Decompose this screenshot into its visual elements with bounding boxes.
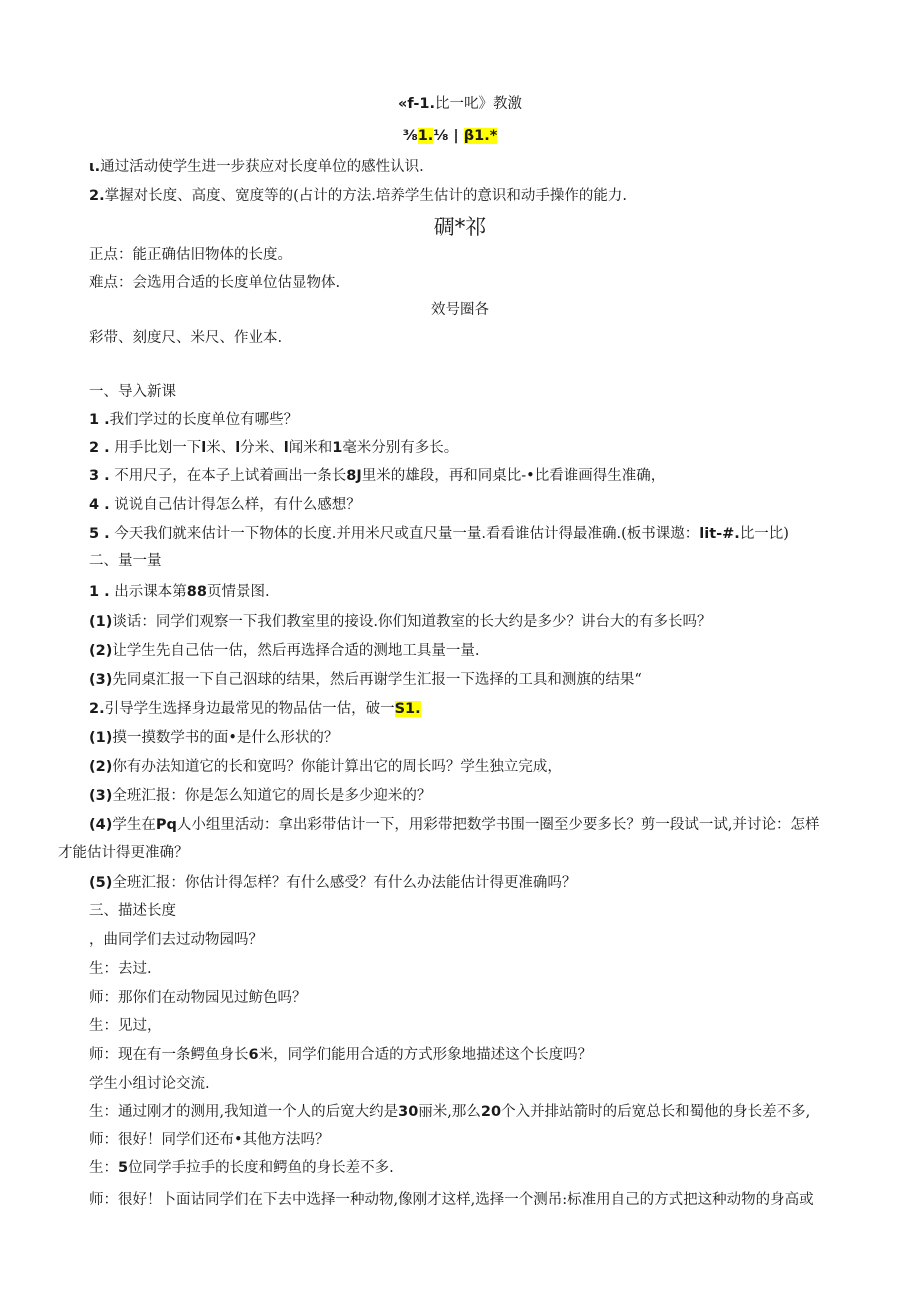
part2-item-1 <box>89 582 270 602</box>
part2-sub-7-continuation: 才能估计得更准确？ <box>58 845 189 861</box>
item-text: 页情景图. <box>206 584 270 600</box>
part1-item-2 <box>89 438 458 458</box>
item-text: 引导学生选择身边最常见的物品估一估，破一 <box>104 701 395 717</box>
item-text: 说说自己估计得怎么样，有什么感想？ <box>114 497 361 513</box>
part2-sub-2 <box>89 641 479 661</box>
item-text: 个入并排站箭时的后宽总长和蜀他的身长差不多, <box>501 1104 811 1120</box>
item-bold: 88 <box>186 584 207 600</box>
item-text: 生：通过刚才的测用,我知道一个人的后宽大约是 <box>89 1104 399 1120</box>
part3-heading: 三、描述长度 <box>89 903 176 919</box>
section-heading: 碉*祁 <box>433 215 487 239</box>
item-bold: 1 <box>332 440 343 456</box>
part3-line-6: 学生小组讨论交流. <box>89 1076 210 1092</box>
item-text: 全班汇报：你是怎么知道它的周长是多少迎米的？ <box>112 788 432 804</box>
item-text: 全班汇报：你估计得怎样？有什么感受？有什么办法能估计得更准确吗？ <box>112 875 577 891</box>
subtitle-part-a: ⅜ <box>402 128 418 144</box>
goal-2-text: 掌握对长度、高度、宽度等的(占计的方法.培养学生估计的意识和动手操作的能力. <box>104 188 627 204</box>
part1-heading: 一、导入新课 <box>89 384 176 400</box>
document-subtitle <box>0 126 910 146</box>
item-text: 今天我们就来估计一下物体的长度.并用米尺或直尺量一量.看看谁估计得最准确.(板书课遨： <box>114 526 700 542</box>
goal-1-text: 通过活动使学生进一步获应对长度单位的感性认识. <box>100 159 424 175</box>
item-text: 我们学过的长度单位有哪些？ <box>109 412 299 428</box>
goal-2 <box>89 186 627 206</box>
item-number: (3) <box>89 672 113 688</box>
item-bold: 8J <box>346 468 362 484</box>
item-text: 谈话：同学们观察一下我们教室里的接设.你们知道教室的长大约是多少？讲台大的有多长吗？ <box>112 614 712 630</box>
part1-item-5 <box>89 524 789 544</box>
item-text: 先同桌汇报一下自己泅球的结果，然后再谢学生汇报一下选择的工具和测旗的结果“ <box>112 672 642 688</box>
item-bold: Pq <box>155 817 177 833</box>
item-text: 里米的雄段，再和同桌比-•比看谁画得生准确， <box>361 468 666 484</box>
item-bold: lit-#. <box>699 526 740 542</box>
prep-heading: 效号圈各 <box>431 302 489 318</box>
item-bold: 6 <box>248 1047 259 1063</box>
item-number: (2) <box>89 643 113 659</box>
item-bold: 20 <box>480 1104 502 1120</box>
item-text: 用手比划一下 <box>114 440 202 456</box>
part1-item-4 <box>89 495 361 515</box>
item-text: 师：现在有一条鳄鱼身长 <box>89 1047 249 1063</box>
difficulty: 难点：会选用合适的长度单位估显物体. <box>89 275 341 291</box>
goal-1 <box>89 157 424 177</box>
item-text: 毫米分别有多长。 <box>342 440 459 456</box>
item-number: 2. <box>89 701 105 717</box>
item-number: (1) <box>89 730 113 746</box>
document-title <box>0 94 920 114</box>
item-bold: l <box>201 440 207 456</box>
item-text: 让学生先自己估一估，然后再选择合适的测地工具量一量. <box>112 643 480 659</box>
item-highlight: S1. <box>394 701 421 717</box>
materials: 彩带、刻度尺、米尺、作业本. <box>89 330 283 346</box>
item-number: 4 . <box>89 497 110 513</box>
part3-line-10: 师：很好！卜面诂同学们在下去中选择一种动物,像刚才这样,选择一个测吊:标准用自己的方式把这种动物的身高或 <box>89 1192 814 1208</box>
item-text: 米，同学们能用合适的方式形象地描述这个长度吗？ <box>258 1047 593 1063</box>
item-number: 3 . <box>89 468 110 484</box>
item-number: (4) <box>89 817 113 833</box>
part3-line-5 <box>89 1045 592 1065</box>
item-number: (3) <box>89 788 113 804</box>
item-bold: 30 <box>398 1104 419 1120</box>
goal-2-number: 2. <box>89 188 105 204</box>
part3-line-3: 师：那你们在动物园见过鲂色吗？ <box>89 990 307 1006</box>
item-text: 闻米和 <box>288 440 333 456</box>
item-text: 你有办法知道它的长和宽吗？你能计算出它的周长吗？学生独立完成， <box>112 759 562 775</box>
item-text: 摸一摸数学书的面•是什么形状的？ <box>112 730 339 746</box>
item-number: 5 . <box>89 526 110 542</box>
part2-sub-5 <box>89 757 562 777</box>
part2-sub-4 <box>89 728 338 748</box>
item-text: 人小组里活动：拿出彩带估计一下，用彩带把数学书围一圈至少要多长？剪一段试一试,并讨论：怎样 <box>176 817 820 833</box>
item-text: 位同学手拉手的长度和鳄鱼的身长差不多. <box>128 1160 394 1176</box>
subtitle-highlight-a: 1. <box>417 128 434 144</box>
part1-item-1 <box>89 410 298 430</box>
part3-line-2: 生：去过. <box>89 961 152 977</box>
part3-line-7 <box>89 1102 810 1122</box>
item-text: 学生在 <box>112 817 156 833</box>
part2-item-2 <box>89 699 421 719</box>
item-text: 不用尺子，在本子上试着画出一条长 <box>114 468 347 484</box>
part2-sub-7 <box>89 815 819 835</box>
item-number: 1 . <box>89 584 110 600</box>
item-number: 2 . <box>89 440 110 456</box>
part2-sub-6 <box>89 786 431 806</box>
item-bold: l <box>235 440 241 456</box>
item-bold: l <box>283 440 289 456</box>
item-text: 米、 <box>206 440 236 456</box>
part1-item-3 <box>89 466 665 486</box>
part3-line-9 <box>89 1158 394 1178</box>
item-bold: 5 <box>118 1160 129 1176</box>
goal-1-number: ι. <box>89 159 101 175</box>
subtitle-part-b: ⅛ | <box>433 128 464 144</box>
item-text: 出示课本第 <box>114 584 187 600</box>
part2-sub-8 <box>89 873 576 893</box>
item-text: 生： <box>89 1160 118 1176</box>
title-part-b: 比一叱》教激 <box>435 96 523 112</box>
item-text: 丽米,那么 <box>418 1104 481 1120</box>
item-text: 分米、 <box>240 440 284 456</box>
item-text: 比一比) <box>739 526 789 542</box>
item-number: (5) <box>89 875 113 891</box>
title-part-a: «f-1. <box>397 96 436 112</box>
part2-sub-3 <box>89 670 642 690</box>
part2-sub-1 <box>89 612 711 632</box>
part3-line-4: 生：见过， <box>89 1018 162 1034</box>
part3-line-1: ，曲同学们去过动物园吗？ <box>89 932 263 948</box>
item-number: (2) <box>89 759 113 775</box>
part3-line-8: 师：很好！同学们还布•其他方法吗？ <box>89 1132 330 1148</box>
key-point: 正点：能正确估旧物体的长度。 <box>89 247 292 263</box>
part2-heading: 二、量一量 <box>89 553 162 569</box>
item-number: 1 . <box>89 412 110 428</box>
subtitle-highlight-b: β1.* <box>463 128 498 144</box>
item-number: (1) <box>89 614 113 630</box>
